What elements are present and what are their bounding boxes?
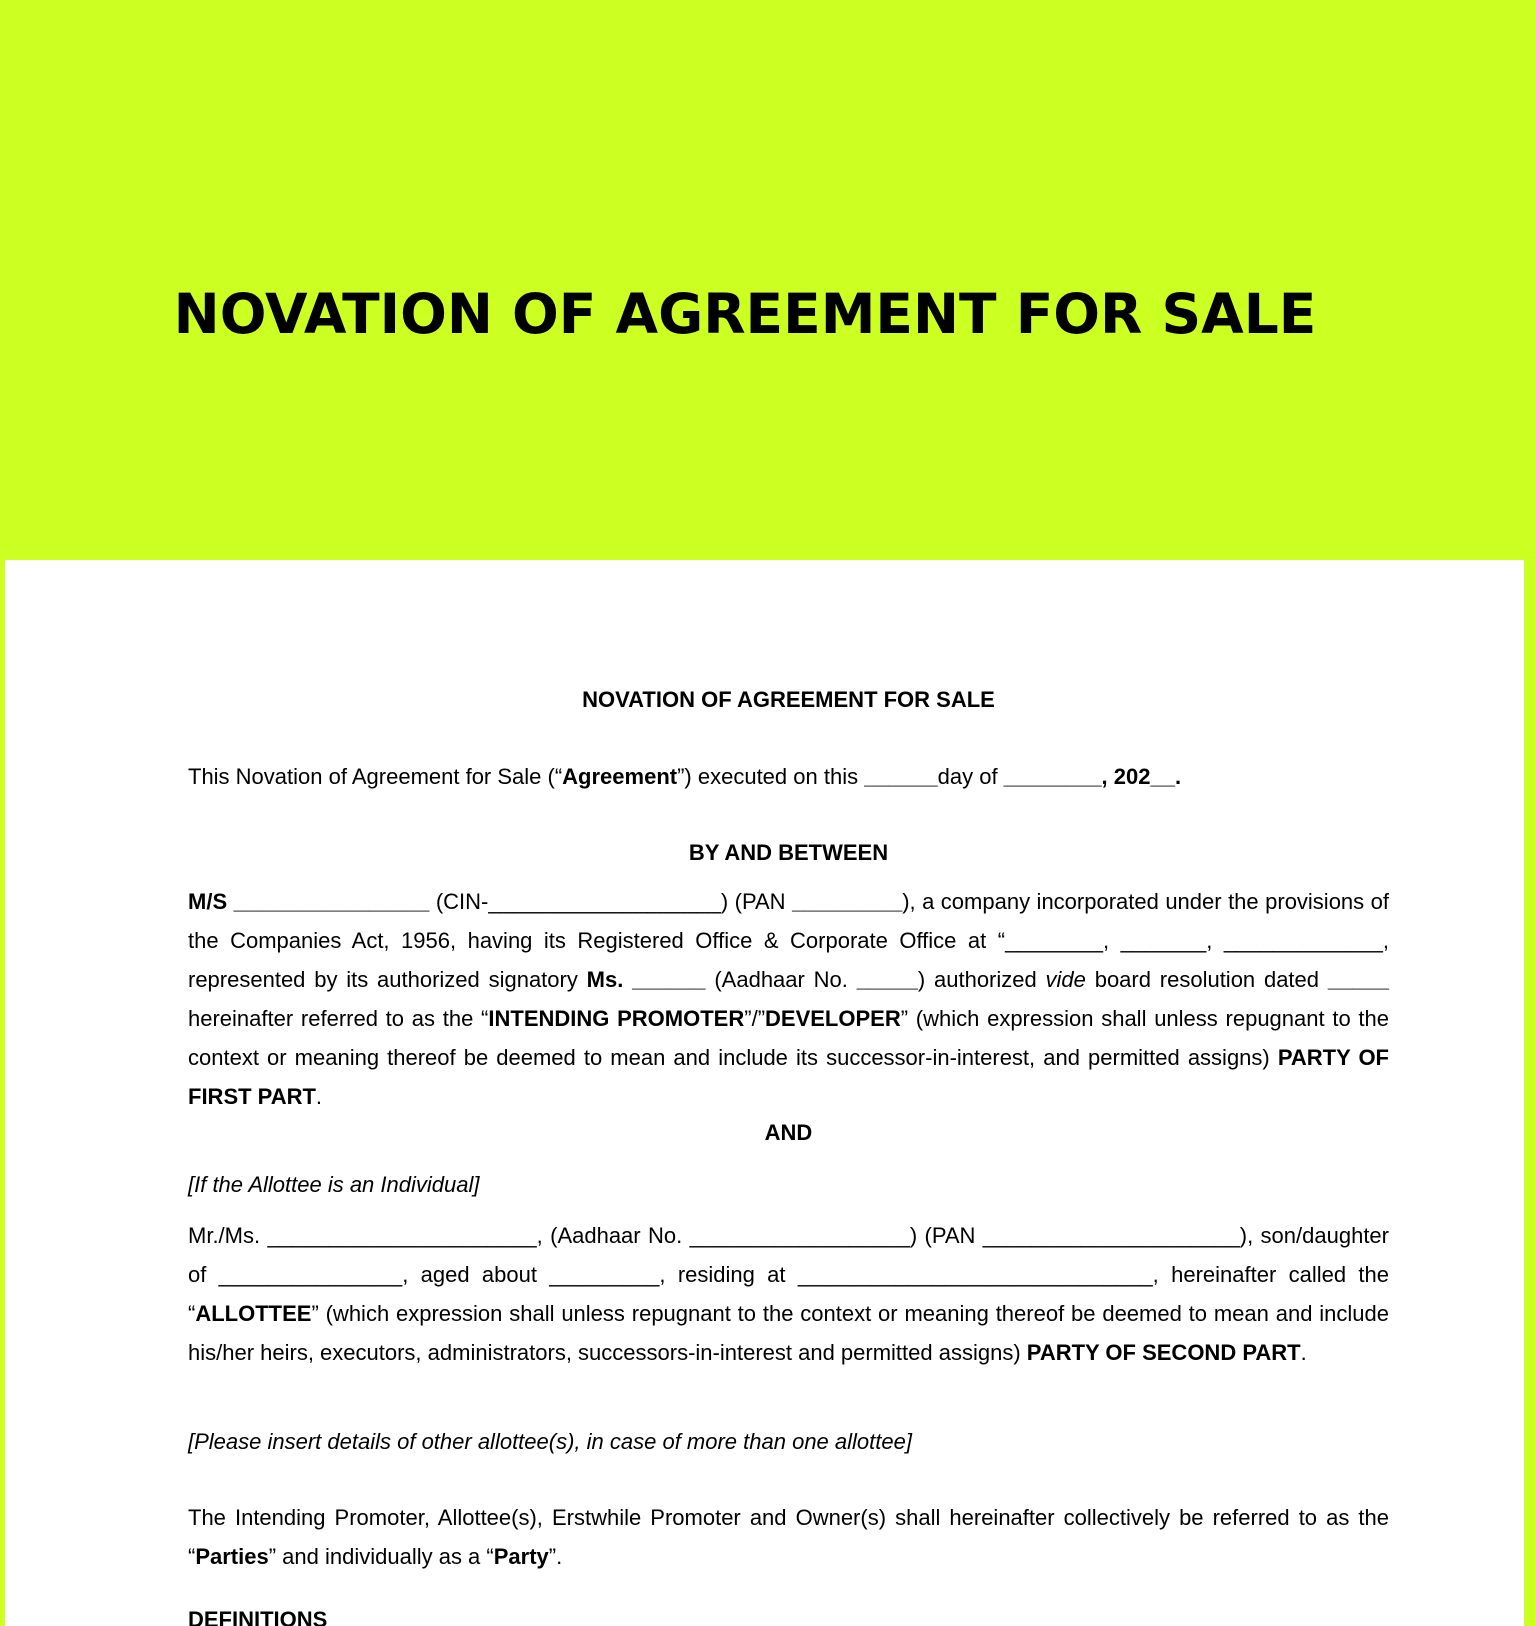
other-allottees-note: [Please insert details of other allottee(s), in case of more than one allottee]: [188, 1429, 912, 1454]
document-page: [5, 560, 1524, 1626]
first-party-paragraph: M/S ________________ (CIN-___________________) (PAN _________), a company incorporated under the provisions of the Companies Act, 1956, having its Registered Office & Corporate Office at “________, _______, _____________, represented by its authorized signatory Ms. ______ (Aadhaar No. _____) authorized vide board resolution dated _____ hereinafter referred to as the “INTENDING PROMOTER”/”DEVELOPER” (which expression shall unless repugnant to the context or meaning thereof be deemed to mean and include its successor-in-interest, and permitted assigns) PARTY OF FIRST PART.: [188, 889, 1390, 1109]
title-banner: [0, 0, 1536, 560]
and-separator: AND: [764, 1120, 813, 1145]
parties-definition-paragraph: The Intending Promoter, Allottee(s), Erstwhile Promoter and Owner(s) shall hereinafter collectively be referred to as the “Parties” and individually as a “Party”.: [188, 1505, 1389, 1569]
by-and-between-heading: BY AND BETWEEN: [688, 840, 889, 865]
second-party-paragraph: Mr./Ms. ______________________, (Aadhaar No. __________________) (PAN _____________________), son/daughter of _______________, aged about _________, residing at _____________________________, hereinafter called the “ALLOTTEE” (which expression shall unless repugnant to the context or meaning thereof be deemed to mean and include his/her heirs, executors, administrators, successors-in-interest and permitted assigns) PARTY OF SECOND PART.: [188, 1223, 1389, 1365]
document-title: NOVATION OF AGREEMENT FOR SALE: [582, 687, 995, 712]
intro-paragraph: This Novation of Agreement for Sale (“Agreement”) executed on this ______day of ________, 202__.: [188, 764, 1182, 789]
banner-title: NOVATION OF AGREEMENT FOR SALE: [173, 282, 1317, 346]
definitions-heading: DEFINITIONS: [188, 1607, 328, 1626]
individual-allottee-note: [If the Allottee is an Individual]: [188, 1172, 480, 1197]
